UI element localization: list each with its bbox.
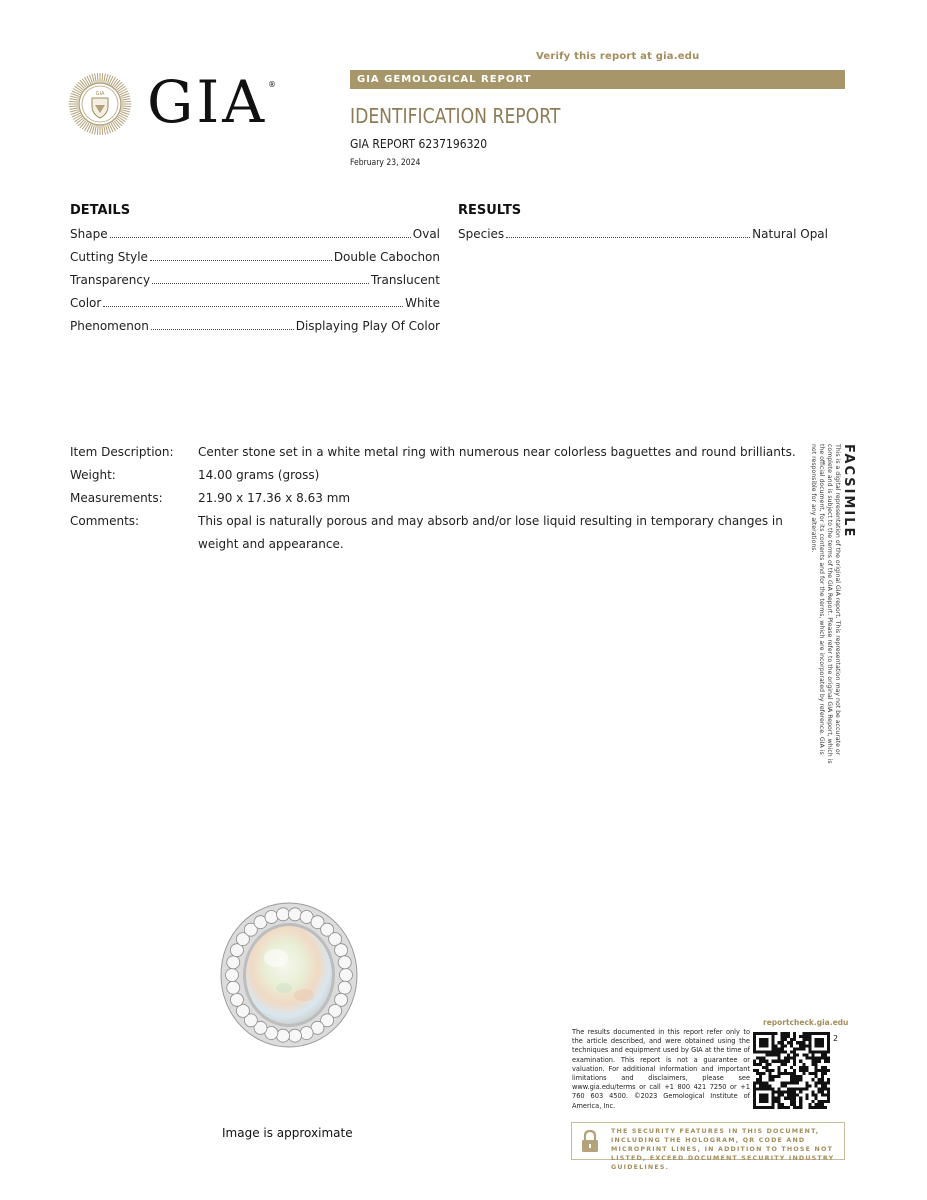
facsimile-title: FACSIMILE <box>841 444 856 539</box>
measurements-value: 21.90 x 17.36 x 8.63 mm <box>198 491 351 505</box>
results-label: Species <box>458 227 505 241</box>
report-date: February 23, 2024 <box>350 158 421 168</box>
report-type-label: GIA GEMOLOGICAL REPORT <box>357 74 532 85</box>
details-value: Double Cabochon <box>333 250 440 264</box>
registered-mark: ® <box>268 80 276 89</box>
comments-row <box>70 510 820 556</box>
details-value: Oval <box>412 227 440 241</box>
reportcheck-link[interactable]: reportcheck.gia.edu <box>763 1018 849 1027</box>
details-table <box>70 227 440 342</box>
disclaimer-text: The results documented in this report refer only to the article described, and were obtained using the techniques and equipment used by GIA at the time of examination. This report is not a guarantee or valuation. For additional information and important limitations and disclaimers, please see www.gia.edu/terms or call +1 800 421 7250 or +1 760 603 4500. ©2023 Gemological Institute of America, Inc. <box>572 1028 750 1110</box>
verify-link[interactable]: Verify this report at gia.edu <box>536 51 700 62</box>
results-row-species <box>458 227 828 250</box>
leader-dots <box>103 306 403 307</box>
details-row-transparency <box>70 273 440 296</box>
description-value: Center stone set in a white metal ring with numerous near colorless baguettes and round brilliants. <box>198 445 796 459</box>
seal-text: GIA <box>95 91 105 97</box>
ring-image <box>214 900 364 1050</box>
details-value: Translucent <box>371 273 440 287</box>
measurements-row <box>70 487 820 510</box>
facsimile-notice <box>809 444 860 764</box>
leader-dots <box>110 237 411 238</box>
gia-logo: GIA <box>147 68 268 136</box>
details-row-shape <box>70 227 440 250</box>
details-row-color <box>70 296 440 319</box>
details-value: Displaying Play Of Color <box>295 319 440 333</box>
comments-label: Comments: <box>70 514 140 528</box>
weight-value: 14.00 grams (gross) <box>198 468 320 482</box>
details-row-cutting-style <box>70 250 440 273</box>
description-row <box>70 441 820 464</box>
lock-icon <box>578 1128 602 1154</box>
qr-version-digit: 2 <box>833 1034 839 1043</box>
qr-code-icon[interactable] <box>753 1031 830 1110</box>
details-label: Shape <box>70 227 108 241</box>
item-description-block <box>70 441 820 556</box>
security-features-text: THE SECURITY FEATURES IN THIS DOCUMENT, INCLUDING THE HOLOGRAM, QR CODE AND MICROPRINT LINES, IN ADDITION TO THOSE NOT LISTED, EXCEED DOCUMENT SECURITY INDUSTRY GUIDELINES. <box>611 1128 835 1171</box>
details-row-phenomenon <box>70 319 440 342</box>
leader-dots <box>150 260 332 261</box>
details-value: White <box>405 296 440 310</box>
details-heading: DETAILS <box>70 203 131 218</box>
leader-dots <box>152 283 369 284</box>
details-label: Phenomenon <box>70 319 149 333</box>
details-label: Color <box>70 296 102 310</box>
facsimile-text: This is a digital representation of the original GIA report. This representation may not be accurate or complete and is subject to the terms of the GIA Report. Please refer to the original GIA Report, which is the official document, for its contents and for the terms, which are incorporated by reference. GIA is not responsible for any alterations. <box>810 444 841 764</box>
details-label: Cutting Style <box>70 250 148 264</box>
results-heading: RESULTS <box>458 203 522 218</box>
weight-label: Weight: <box>70 468 116 482</box>
weight-row <box>70 464 820 487</box>
report-title: IDENTIFICATION REPORT <box>350 104 561 128</box>
results-table <box>458 227 828 250</box>
gia-seal-icon <box>68 72 132 136</box>
details-label: Transparency <box>70 273 151 287</box>
report-number: GIA REPORT 6237196320 <box>350 137 488 151</box>
results-value: Natural Opal <box>752 227 828 241</box>
comments-value: This opal is naturally porous and may absorb and/or lose liquid resulting in temporary changes in weight and appearance. <box>198 514 783 551</box>
measurements-label: Measurements: <box>70 491 163 505</box>
leader-dots <box>151 329 294 330</box>
image-caption: Image is approximate <box>222 1126 353 1140</box>
description-label: Item Description: <box>70 445 174 459</box>
leader-dots <box>506 237 750 238</box>
